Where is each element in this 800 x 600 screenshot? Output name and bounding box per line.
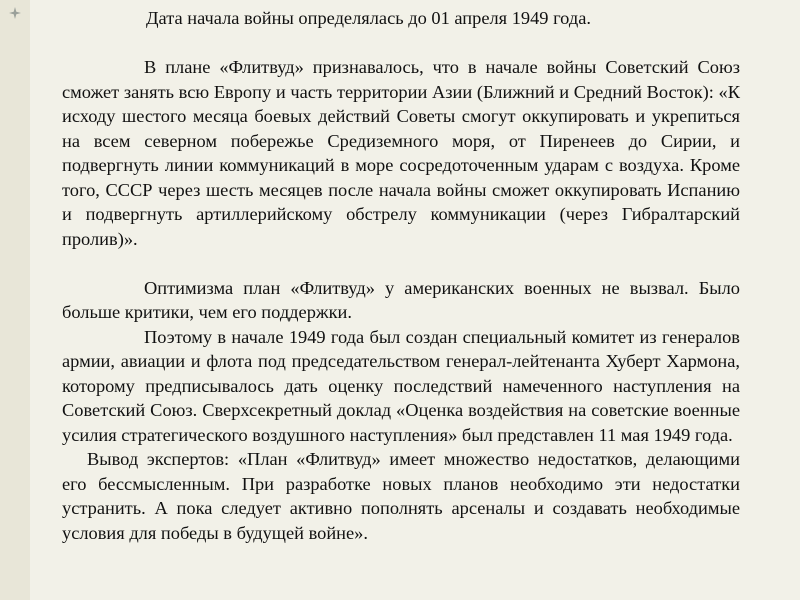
experts-conclusion-paragraph: Вывод экспертов: «План «Флитвуд» имеет множество недостатков, делающими его бессмысленным. При разработке новых планов необходимо эти недостатки устранить. А пока следует активно пополнять арсеналы и создавать необходимые условия для победы в будущей войне».	[62, 449, 740, 543]
spacer	[62, 251, 740, 276]
war-start-date-line: Дата начала войны определялась до 01 апреля 1949 года.	[146, 8, 591, 28]
four-point-star-icon	[9, 7, 21, 19]
left-decorative-bar	[0, 0, 30, 600]
harmon-committee-paragraph: Поэтому в начале 1949 года был создан специальный комитет из генералов армии, авиации и флота под председательством генерал-лейтенанта Хуберт Хармона, которому предписывалось дать оценку последствий намеченного наступления на Советский Союз. Сверхсекретный доклад «Оценка воздействия на советские военные усилия стратегического воздушного наступления» был представлен 11 мая 1949 года.	[62, 326, 740, 445]
slide-text-body	[62, 6, 740, 545]
fleetwood-plan-paragraph: В плане «Флитвуд» признавалось, что в начале войны Советский Союз сможет занять всю Европу и часть территории Азии (Ближний и Средний Восток): «К исходу шестого месяца боевых действий Советы смогут оккупировать и укрепиться на всем северном побережье Средиземного моря, от Пиренеев до Сирии, и подвергнуть линии коммуникаций в море сосредоточенным ударам с воздуха. Кроме того, СССР через шесть месяцев после начала войны сможет оккупировать Испанию и подвергнуть артиллерийскому обстрелу коммуникации (через Гибралтарский пролив)».	[62, 57, 740, 249]
optimism-paragraph: Оптимизма план «Флитвуд» у американских военных не вызвал. Было больше критики, чем его поддержки.	[62, 277, 740, 322]
spacer	[62, 31, 740, 56]
